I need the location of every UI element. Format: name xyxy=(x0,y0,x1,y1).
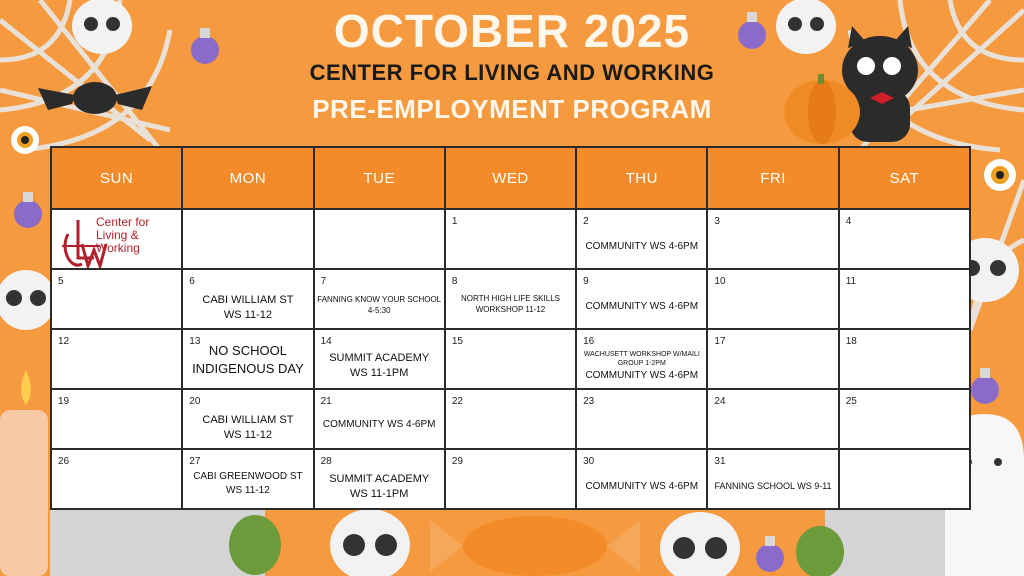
weekday-header: SUN xyxy=(51,147,182,209)
day-number: 1 xyxy=(451,216,458,227)
calendar-event xyxy=(183,470,312,497)
event-line: WS 11-12 xyxy=(223,308,272,321)
calendar-day-cell xyxy=(576,269,707,329)
weekday-header: SAT xyxy=(839,147,970,209)
event-line: CABI WILLIAM ST xyxy=(202,294,294,306)
calendar-day-cell xyxy=(839,209,970,269)
calendar-week-row xyxy=(51,209,970,269)
event-line: COMMUNITY WS 4-6PM xyxy=(585,481,699,492)
logo-text-line: Living & xyxy=(96,228,139,242)
calendar-event xyxy=(183,413,312,443)
potion-icon xyxy=(14,192,42,228)
calendar-day-cell xyxy=(182,389,313,449)
skull-icon xyxy=(660,512,740,576)
event-line: FANNING SCHOOL WS 9-11 xyxy=(714,481,832,491)
calendar-day-cell xyxy=(314,269,445,329)
day-number: 4 xyxy=(845,216,852,227)
potion-icon xyxy=(756,536,784,572)
day-number: 24 xyxy=(714,396,726,407)
calendar-day-cell xyxy=(314,209,445,269)
calendar-day-cell xyxy=(576,209,707,269)
calendar-event xyxy=(315,295,444,317)
day-number: 12 xyxy=(58,336,70,347)
day-number: 10 xyxy=(714,276,726,287)
day-number: 9 xyxy=(583,276,589,287)
event-line: SUMMIT ACADEMY xyxy=(329,352,430,364)
day-number: 20 xyxy=(189,396,201,407)
day-number: 30 xyxy=(583,456,595,467)
weekday-header-row xyxy=(51,147,970,209)
calendar-day-cell xyxy=(839,269,970,329)
event-line: CABI WILLIAM ST xyxy=(202,414,294,426)
day-number: 16 xyxy=(583,336,595,347)
calendar-day-cell xyxy=(51,269,182,329)
calendar-event xyxy=(315,472,444,502)
plant-icon xyxy=(229,515,281,575)
day-number: 2 xyxy=(583,216,589,227)
event-line: GROUP 1-2PM xyxy=(617,360,666,368)
day-number: 31 xyxy=(714,456,726,467)
day-number: 17 xyxy=(714,336,726,347)
event-line: WACHUSETT WORKSHOP W/MAILI xyxy=(583,351,700,358)
day-number: 14 xyxy=(320,336,332,347)
calendar-day-cell xyxy=(51,389,182,449)
calendar-event xyxy=(315,418,444,432)
calendar-event xyxy=(577,300,706,314)
eyeball-icon xyxy=(11,126,39,154)
day-number: 28 xyxy=(320,456,332,467)
calendar-day-cell xyxy=(314,329,445,389)
day-number: 11 xyxy=(845,276,857,287)
day-number: 23 xyxy=(583,396,595,407)
calendar-day-cell xyxy=(51,329,182,389)
day-number: 15 xyxy=(451,336,463,347)
calendar-event xyxy=(577,480,706,494)
organization-name: CENTER FOR LIVING AND WORKING xyxy=(309,60,715,85)
potion-icon xyxy=(971,368,999,404)
event-line: COMMUNITY WS 4-6PM xyxy=(585,241,699,252)
calendar-day-cell xyxy=(839,389,970,449)
calendar-day-cell xyxy=(182,269,313,329)
event-line: SUMMIT ACADEMY xyxy=(329,473,430,485)
calendar-day-cell xyxy=(576,329,707,389)
event-line: CABI GREENWOOD ST xyxy=(193,471,303,482)
event-line: WORKSHOP 11-12 xyxy=(475,304,546,314)
calendar-week-row xyxy=(51,449,970,509)
event-line: COMMUNITY WS 4-6PM xyxy=(322,419,436,430)
calendar-day-cell xyxy=(445,329,576,389)
weekday-header: FRI xyxy=(707,147,838,209)
month-title: OCTOBER 2025 xyxy=(333,5,691,57)
logo-text-line: Center for xyxy=(96,215,150,229)
day-number: 19 xyxy=(58,396,70,407)
event-line: WS 11-12 xyxy=(226,484,270,496)
event-line: COMMUNITY WS 4-6PM xyxy=(585,369,699,381)
calendar-event xyxy=(315,351,444,381)
event-line: 4-5:30 xyxy=(367,305,391,315)
day-number: 21 xyxy=(320,396,332,407)
calendar-day-cell xyxy=(445,449,576,509)
calendar-day-cell xyxy=(314,389,445,449)
calendar-day-cell xyxy=(182,209,313,269)
day-number: 27 xyxy=(189,456,201,467)
weekday-header: MON xyxy=(182,147,313,209)
calendar-week-row xyxy=(51,329,970,389)
calendar-day-cell xyxy=(707,329,838,389)
event-line: INDIGENOUS DAY xyxy=(192,360,304,376)
event-line: COMMUNITY WS 4-6PM xyxy=(585,301,699,312)
day-number: 7 xyxy=(320,276,327,287)
day-number: 5 xyxy=(58,276,64,287)
weekday-header: WED xyxy=(445,147,576,209)
calendar-day-cell xyxy=(707,209,838,269)
skull-icon xyxy=(0,270,56,330)
center-logo xyxy=(60,216,170,268)
calendar-day-cell xyxy=(445,269,576,329)
weekday-header: THU xyxy=(576,147,707,209)
calendar-day-cell xyxy=(839,449,970,509)
calendar-day-cell xyxy=(576,449,707,509)
event-line: WS 11-1PM xyxy=(349,487,409,500)
calendar-grid xyxy=(50,146,971,510)
eyeball-icon xyxy=(984,159,1016,191)
plant-icon xyxy=(796,526,844,576)
weekday-header: TUE xyxy=(314,147,445,209)
calendar-week-row xyxy=(51,389,970,449)
calendar-day-cell xyxy=(182,329,313,389)
day-number: 18 xyxy=(845,336,857,347)
candle-icon xyxy=(0,370,48,576)
calendar-week-row xyxy=(51,269,970,329)
calendar-event xyxy=(183,293,312,323)
event-line: WS 11-1PM xyxy=(349,366,409,379)
stone-decoration xyxy=(825,510,945,576)
day-number: 8 xyxy=(451,276,458,287)
day-number: 3 xyxy=(714,216,720,227)
calendar-event xyxy=(183,342,312,377)
event-line: WS 11-12 xyxy=(223,428,272,441)
calendar-day-cell xyxy=(445,389,576,449)
calendar-event xyxy=(708,480,837,492)
day-number: 13 xyxy=(189,336,201,347)
calendar-day-cell xyxy=(707,389,838,449)
calendar-day-cell xyxy=(445,209,576,269)
calendar-day-cell xyxy=(707,269,838,329)
day-number: 26 xyxy=(58,456,70,467)
calendar-day-cell xyxy=(576,389,707,449)
calendar-day-cell xyxy=(839,329,970,389)
calendar-event xyxy=(577,240,706,254)
calendar-day-cell xyxy=(314,449,445,509)
skull-icon xyxy=(330,509,410,576)
logo-text xyxy=(96,216,149,255)
candy-icon xyxy=(430,516,640,576)
calendar-day-cell xyxy=(707,449,838,509)
calendar-event xyxy=(577,350,706,382)
calendar-day-cell xyxy=(51,209,182,269)
event-line: NO SCHOOL xyxy=(208,343,287,358)
logo-text-line: Working xyxy=(96,241,140,255)
day-number: 22 xyxy=(451,396,463,407)
program-name: PRE-EMPLOYMENT PROGRAM xyxy=(312,94,712,124)
day-number: 25 xyxy=(845,396,857,407)
day-number: 29 xyxy=(451,456,463,467)
day-number: 6 xyxy=(189,276,195,287)
event-line: FANNING KNOW YOUR SCHOOL xyxy=(317,295,442,304)
calendar-day-cell xyxy=(182,449,313,509)
calendar-day-cell xyxy=(51,449,182,509)
calendar-event xyxy=(446,294,575,316)
event-line: NORTH HIGH LIFE SKILLS xyxy=(460,294,560,303)
